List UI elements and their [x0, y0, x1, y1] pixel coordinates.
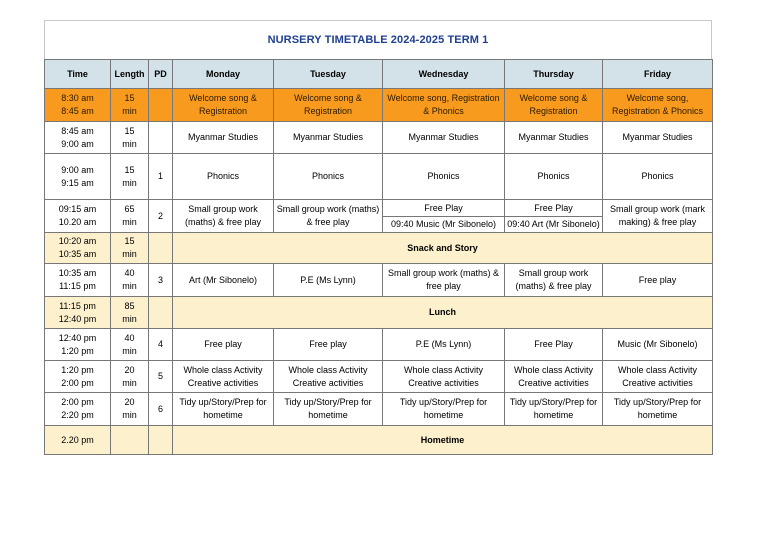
wednesday-cell	[383, 200, 505, 233]
pd-cell: 5	[149, 361, 173, 393]
header-wednesday: Wednesday	[383, 60, 505, 89]
friday-cell: Tidy up/Story/Prep for hometime	[603, 393, 713, 426]
friday-cell: Music (Mr Sibonelo)	[603, 329, 713, 361]
time-cell: 8:30 am 8:45 am	[45, 89, 111, 122]
length-cell: 40 min	[111, 329, 149, 361]
thursday-free-play: Free Play	[505, 201, 602, 217]
time-cell: 09:15 am 10.20 am	[45, 200, 111, 233]
monday-cell: Tidy up/Story/Prep for hometime	[173, 393, 274, 426]
hometime-cell: Hometime	[173, 426, 713, 455]
friday-cell: Free play	[603, 264, 713, 297]
monday-cell: Small group work (maths) & free play	[173, 200, 274, 233]
table-row	[45, 361, 713, 393]
length-cell: 40 min	[111, 264, 149, 297]
pd-cell	[149, 233, 173, 264]
length-cell: 20 min	[111, 361, 149, 393]
lunch-cell: Lunch	[173, 297, 713, 329]
tuesday-cell: Welcome song & Registration	[274, 89, 383, 122]
header-time: Time	[45, 60, 111, 89]
table-row	[45, 264, 713, 297]
monday-cell: Free play	[173, 329, 274, 361]
time-cell: 1:20 pm 2:00 pm	[45, 361, 111, 393]
header-row	[45, 60, 713, 89]
thursday-cell: Phonics	[505, 154, 603, 200]
pd-cell: 6	[149, 393, 173, 426]
monday-cell: Myanmar Studies	[173, 122, 274, 154]
table-row	[45, 329, 713, 361]
wednesday-cell: Myanmar Studies	[383, 122, 505, 154]
friday-cell: Phonics	[603, 154, 713, 200]
time-cell: 12:40 pm 1:20 pm	[45, 329, 111, 361]
length-cell: 15 min	[111, 122, 149, 154]
time-cell: 11:15 pm 12:40 pm	[45, 297, 111, 329]
tuesday-cell: Phonics	[274, 154, 383, 200]
table-row-break	[45, 426, 713, 455]
friday-cell: Small group work (mark making) & free play	[603, 200, 713, 233]
thursday-cell	[505, 200, 603, 233]
length-cell: 85 min	[111, 297, 149, 329]
thursday-cell: Free Play	[505, 329, 603, 361]
table-row	[45, 122, 713, 154]
thursday-cell: Whole class Activity Creative activities	[505, 361, 603, 393]
length-cell: 20 min	[111, 393, 149, 426]
header-monday: Monday	[173, 60, 274, 89]
pd-cell	[149, 122, 173, 154]
time-cell: 2:00 pm 2:20 pm	[45, 393, 111, 426]
tuesday-cell: Tidy up/Story/Prep for hometime	[274, 393, 383, 426]
length-cell	[111, 426, 149, 455]
thursday-cell: Small group work (maths) & free play	[505, 264, 603, 297]
monday-cell: Phonics	[173, 154, 274, 200]
time-cell: 2.20 pm	[45, 426, 111, 455]
wednesday-cell: Tidy up/Story/Prep for hometime	[383, 393, 505, 426]
table-row	[45, 89, 713, 122]
monday-cell: Art (Mr Sibonelo)	[173, 264, 274, 297]
time-cell: 10:35 am 11:15 pm	[45, 264, 111, 297]
wednesday-music-lesson: 09:40 Music (Mr Sibonelo)	[390, 218, 497, 229]
wednesday-cell: Phonics	[383, 154, 505, 200]
tuesday-cell: Small group work (maths) & free play	[274, 200, 383, 233]
length-cell: 15 min	[111, 154, 149, 200]
header-length: Length	[111, 60, 149, 89]
thursday-art-lesson: 09:40 Art (Mr Sibonelo)	[507, 218, 600, 229]
thursday-cell: Myanmar Studies	[505, 122, 603, 154]
friday-cell: Whole class Activity Creative activities	[603, 361, 713, 393]
tuesday-cell: Free play	[274, 329, 383, 361]
pd-cell: 4	[149, 329, 173, 361]
wednesday-cell: Whole class Activity Creative activities	[383, 361, 505, 393]
time-cell: 8:45 am 9:00 am	[45, 122, 111, 154]
table-row-break	[45, 297, 713, 329]
pd-cell: 2	[149, 200, 173, 233]
table-row	[45, 154, 713, 200]
pd-cell	[149, 297, 173, 329]
time-cell: 9:00 am 9:15 am	[45, 154, 111, 200]
tuesday-cell: Myanmar Studies	[274, 122, 383, 154]
wednesday-cell: Welcome song, Registration & Phonics	[383, 89, 505, 122]
length-cell: 15 min	[111, 233, 149, 264]
friday-cell: Myanmar Studies	[603, 122, 713, 154]
table-row-break	[45, 233, 713, 264]
page-title: NURSERY TIMETABLE 2024-2025 TERM 1	[44, 20, 712, 59]
thursday-cell: Tidy up/Story/Prep for hometime	[505, 393, 603, 426]
wednesday-cell: Small group work (maths) & free play	[383, 264, 505, 297]
tuesday-cell: Whole class Activity Creative activities	[274, 361, 383, 393]
table-row	[45, 200, 713, 233]
wednesday-cell: P.E (Ms Lynn)	[383, 329, 505, 361]
pd-cell: 1	[149, 154, 173, 200]
header-pd: PD	[149, 60, 173, 89]
timetable-document	[44, 20, 712, 457]
header-tuesday: Tuesday	[274, 60, 383, 89]
header-thursday: Thursday	[505, 60, 603, 89]
timetable-table	[44, 59, 713, 455]
thursday-cell: Welcome song & Registration	[505, 89, 603, 122]
table-row	[45, 393, 713, 426]
pd-cell	[149, 89, 173, 122]
monday-cell: Welcome song & Registration	[173, 89, 274, 122]
time-cell: 10:20 am 10:35 am	[45, 233, 111, 264]
header-friday: Friday	[603, 60, 713, 89]
pd-cell: 3	[149, 264, 173, 297]
monday-cell: Whole class Activity Creative activities	[173, 361, 274, 393]
snack-and-story-cell: Snack and Story	[173, 233, 713, 264]
tuesday-cell: P.E (Ms Lynn)	[274, 264, 383, 297]
length-cell: 15 min	[111, 89, 149, 122]
wednesday-free-play: Free Play	[383, 201, 504, 217]
pd-cell	[149, 426, 173, 455]
length-cell: 65 min	[111, 200, 149, 233]
friday-cell: Welcome song, Registration & Phonics	[603, 89, 713, 122]
